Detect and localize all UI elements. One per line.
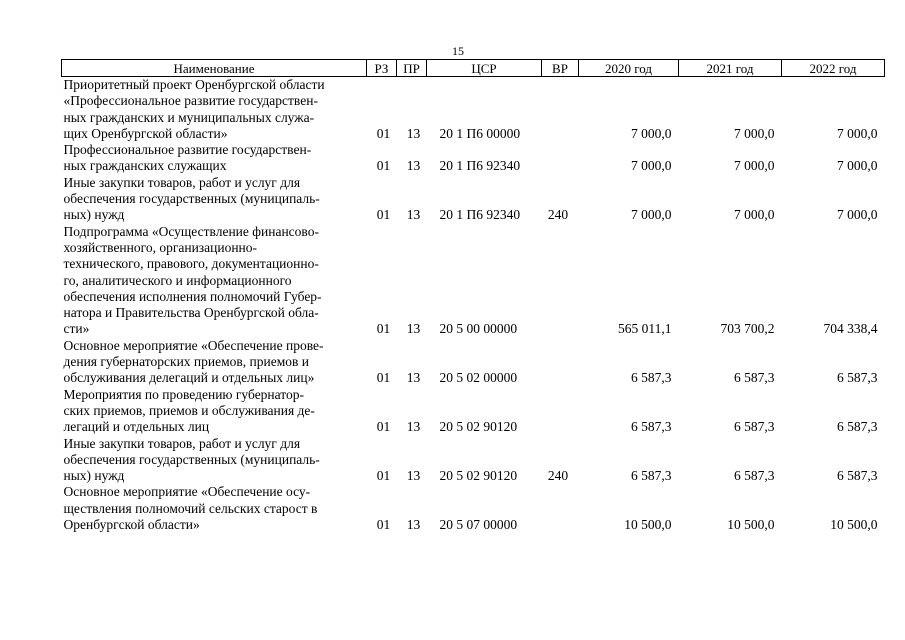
row-name-line: ных) нужд: [63, 468, 125, 484]
row-rz: 01: [376, 207, 391, 223]
row-name-line: Приоритетный проект Оренбургской области: [63, 77, 325, 92]
row-name-line: Основное мероприятие «Обеспечение прове-: [63, 337, 324, 353]
row-value-2022: 7 000,0: [837, 125, 878, 141]
row-rz: 01: [376, 125, 391, 141]
row-pr: 13: [406, 468, 421, 484]
row-rz: 01: [376, 370, 391, 386]
row-value-2022: 704 338,4: [823, 321, 878, 337]
row-value-2021: 7 000,0: [734, 158, 775, 174]
row-value-2020: 7 000,0: [631, 207, 672, 223]
row-name: [62, 387, 367, 436]
row-pr: 13: [406, 125, 421, 141]
row-name-line: Основное мероприятие «Обеспечение осу-: [63, 484, 311, 500]
row-name-line: Подпрограмма «Осуществление финансово-: [63, 223, 319, 239]
row-csr: 20 5 00 00000: [439, 321, 518, 337]
row-name-line: обеспечения государственных (муниципаль-: [63, 191, 320, 207]
row-csr: 20 5 02 90120: [439, 419, 518, 435]
row-name-line: ных) нужд: [63, 207, 125, 223]
table-row: [62, 484, 885, 533]
row-name-line: ских приемов, приемов и обслуживания де-: [63, 402, 315, 418]
table-header-row: [62, 60, 885, 77]
row-vr: [542, 77, 579, 143]
table-row: [62, 224, 885, 338]
row-value-2021: 6 587,3: [734, 468, 775, 484]
row-name-line: Оренбургской области»: [63, 517, 200, 533]
row-name: [62, 436, 367, 485]
row-name-line: Иные закупки товаров, работ и услуг для: [63, 435, 301, 451]
row-name-line: Мероприятия по проведению губернатор-: [63, 386, 305, 402]
row-name-line: обеспечения государственных (муниципаль-: [63, 451, 320, 467]
row-vr: 240: [547, 207, 569, 223]
row-pr: 13: [406, 158, 421, 174]
row-name-line: натора и Правительства Оренбургской обла-: [63, 305, 319, 321]
row-name-line: ществления полномочий сельских старост в: [63, 500, 318, 516]
row-name: [62, 175, 367, 224]
row-name-line: «Профессиональное развитие государствен-: [63, 93, 318, 109]
row-value-2021: 10 500,0: [727, 517, 775, 533]
row-rz: 01: [376, 321, 391, 337]
table-row: [62, 142, 885, 175]
row-name-line: сти»: [63, 321, 90, 337]
row-name-line: го, аналитического и информационного: [63, 272, 292, 288]
row-value-2022: 7 000,0: [837, 158, 878, 174]
row-name: [62, 77, 367, 143]
header-2020: 2020 год: [579, 60, 679, 77]
row-name-line: обеспечения исполнения полномочий Губер-: [63, 288, 322, 304]
row-value-2022: 10 500,0: [830, 517, 878, 533]
row-value-2021: 703 700,2: [720, 321, 775, 337]
row-value-2020: 10 500,0: [624, 517, 672, 533]
header-pr: ПР: [397, 60, 427, 77]
row-name-line: технического, правового, документационно-: [63, 256, 319, 272]
row-name-line: Иные закупки товаров, работ и услуг для: [63, 174, 301, 190]
row-value-2021: 7 000,0: [734, 125, 775, 141]
table-row: [62, 338, 885, 387]
budget-table: [61, 59, 885, 533]
row-name-line: дения губернаторских приемов, приемов и: [63, 354, 309, 370]
row-rz: 01: [376, 158, 391, 174]
row-csr: 20 1 П6 00000: [439, 125, 521, 141]
row-vr: [542, 338, 579, 387]
row-pr: 13: [406, 419, 421, 435]
row-name: [62, 484, 367, 533]
header-2021: 2021 год: [679, 60, 782, 77]
row-pr: 13: [406, 207, 421, 223]
row-value-2022: 6 587,3: [837, 468, 878, 484]
row-pr: 13: [406, 517, 421, 533]
header-name: Наименование: [62, 60, 367, 77]
row-name: [62, 338, 367, 387]
header-2022: 2022 год: [782, 60, 885, 77]
header-vr: ВР: [542, 60, 579, 77]
table-row: [62, 436, 885, 485]
row-name-line: Профессиональное развитие государствен-: [63, 142, 312, 158]
row-value-2020: 6 587,3: [631, 419, 672, 435]
row-value-2022: 6 587,3: [837, 370, 878, 386]
table-row: [62, 387, 885, 436]
row-rz: 01: [376, 468, 391, 484]
row-pr: 13: [406, 321, 421, 337]
row-rz: 01: [376, 419, 391, 435]
row-value-2021: 7 000,0: [734, 207, 775, 223]
row-vr: [542, 224, 579, 338]
row-pr: 13: [406, 370, 421, 386]
row-name-line: хозяйственного, организационно-: [63, 239, 258, 255]
row-csr: 20 1 П6 92340: [439, 158, 521, 174]
row-value-2020: 7 000,0: [631, 158, 672, 174]
row-name: [62, 224, 367, 338]
row-csr: 20 1 П6 92340: [439, 207, 521, 223]
row-value-2022: 7 000,0: [837, 207, 878, 223]
row-rz: 01: [376, 517, 391, 533]
row-value-2021: 6 587,3: [734, 419, 775, 435]
row-name-line: легаций и отдельных лиц: [63, 419, 210, 435]
row-vr: [542, 387, 579, 436]
row-csr: 20 5 02 00000: [439, 370, 518, 386]
row-name-line: щих Оренбургской области»: [63, 125, 228, 141]
row-value-2021: 6 587,3: [734, 370, 775, 386]
row-vr: [542, 142, 579, 175]
row-value-2020: 6 587,3: [631, 468, 672, 484]
row-value-2020: 6 587,3: [631, 370, 672, 386]
row-value-2022: 6 587,3: [837, 419, 878, 435]
row-csr: 20 5 02 90120: [439, 468, 518, 484]
row-name-line: ных гражданских служащих: [63, 158, 227, 174]
row-name-line: ных гражданских и муниципальных служа-: [63, 109, 315, 125]
row-vr: 240: [547, 468, 569, 484]
row-value-2020: 565 011,1: [618, 321, 672, 337]
header-csr: ЦСР: [427, 60, 542, 77]
page-number: 15: [452, 44, 464, 58]
row-value-2020: 7 000,0: [631, 125, 672, 141]
row-vr: [542, 484, 579, 533]
table-row: [62, 175, 885, 224]
row-csr: 20 5 07 00000: [439, 517, 518, 533]
row-name-line: обслуживания делегаций и отдельных лиц»: [63, 370, 315, 386]
header-rz: РЗ: [367, 60, 397, 77]
row-name: [62, 142, 367, 175]
table-row: [62, 77, 885, 143]
